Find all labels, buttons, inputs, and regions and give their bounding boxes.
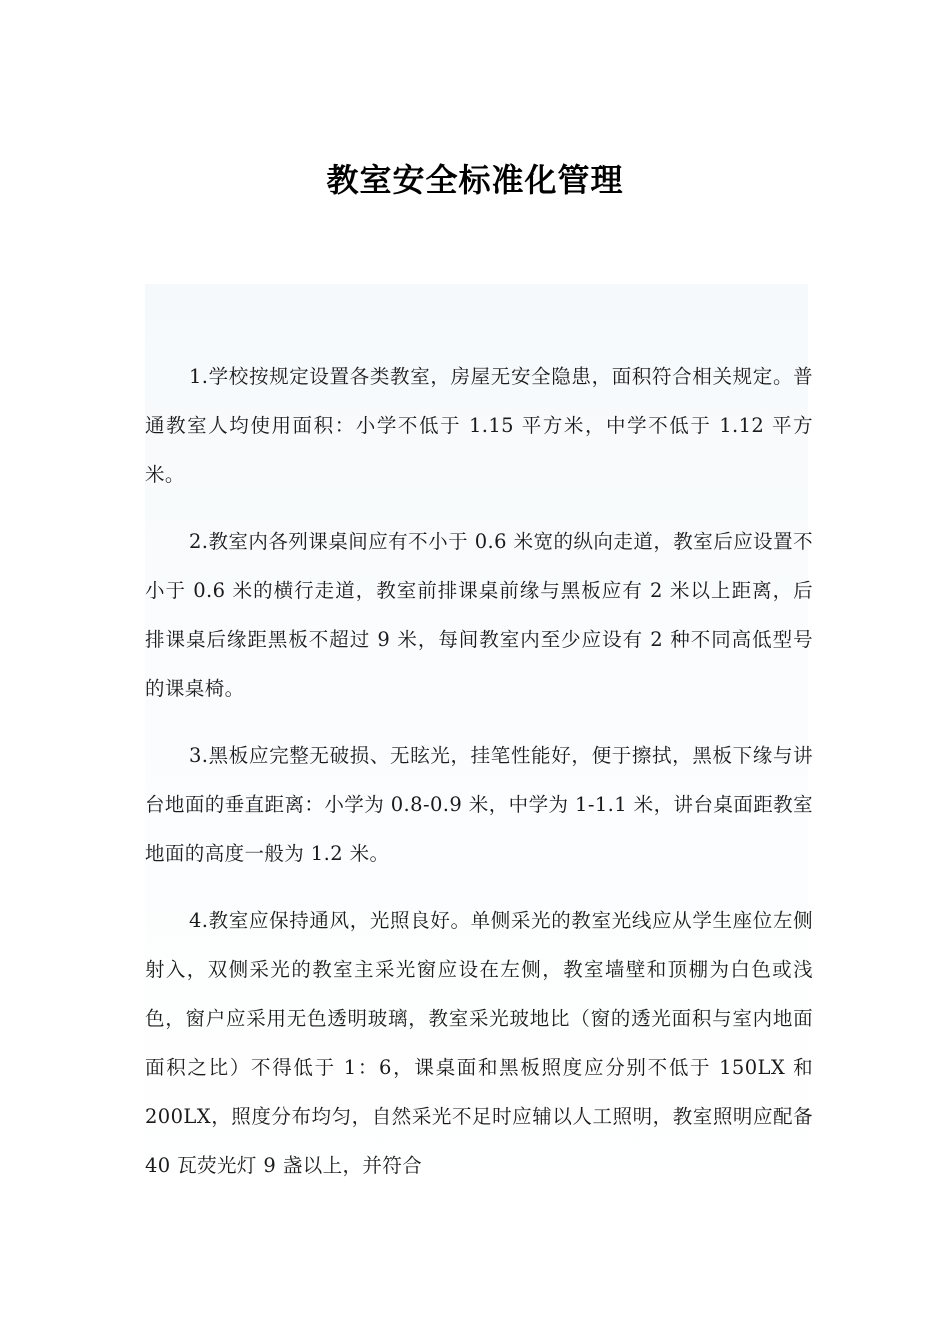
page-title: 教室安全标准化管理 xyxy=(326,161,624,199)
paragraph-1: 1.学校按规定设置各类教室，房屋无安全隐患，面积符合相关规定。普通教室人均使用面积：小学不低于 1.15 平方米，中学不低于 1.12 平方米。 xyxy=(145,365,813,486)
paragraph-4: 4.教室应保持通风，光照良好。单侧采光的教室光线应从学生座位左侧射入，双侧采光的教室主采光窗应设在左侧，教室墙壁和顶棚为白色或浅色，窗户应采用无色透明玻璃，教室采光玻地比（窗的透光面积与室内地面面积之比）不得低于 1：6，课桌面和黑板照度应分别不低于 150LX 和 200LX，照度分布均匀，自然采光不足时应辅以人工照明，教室照明应配备 40 瓦荧光灯 9 盏以上，并符合 xyxy=(145,909,813,1177)
paragraph-3: 3.黑板应完整无破损、无眩光，挂笔性能好，便于擦拭，黑板下缘与讲台地面的垂直距离：小学为 0.8-0.9 米，中学为 1-1.1 米，讲台桌面距教室地面的高度一般为 1.2 米。 xyxy=(145,744,813,865)
paragraph-2: 2.教室内各列课桌间应有不小于 0.6 米宽的纵向走道，教室后应设置不小于 0.6 米的横行走道，教室前排课桌前缘与黑板应有 2 米以上距离，后排课桌后缘距黑板不超过 9 米，每间教室内至少应设有 2 种不同高低型号的课桌椅。 xyxy=(145,530,813,700)
